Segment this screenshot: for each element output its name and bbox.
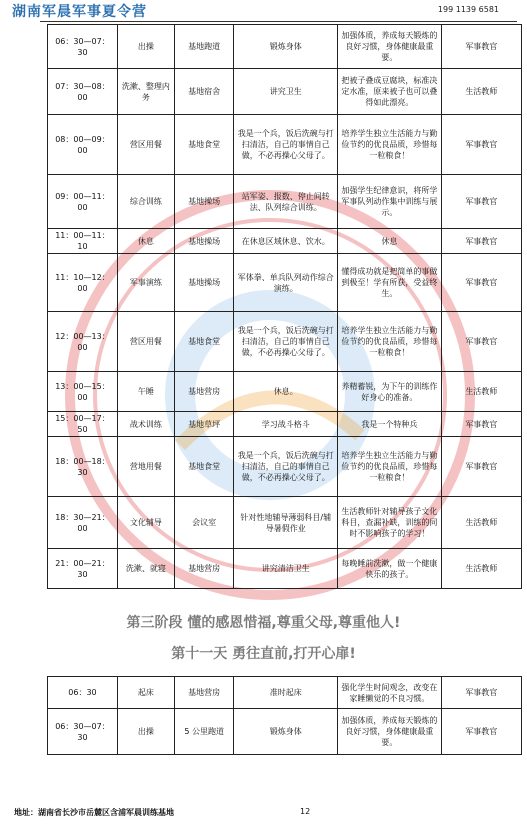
- activity-cell: 起床: [117, 677, 174, 709]
- content-cell: 锻炼身体: [234, 709, 338, 755]
- time-cell: 09：00—11：00: [48, 175, 118, 229]
- goal-cell: 休息: [338, 229, 442, 254]
- content-cell: 学习战斗格斗: [234, 412, 338, 437]
- activity-cell: 文化辅导: [117, 497, 174, 549]
- activity-cell: 出操: [117, 709, 174, 755]
- staff-cell: 军事教官: [441, 254, 521, 312]
- goal-cell: 培养学生独立生活能力与勤俭节约的优良品质，珍惜每一粒粮食！: [338, 437, 442, 497]
- time-cell: 07：30—08：00: [48, 69, 118, 115]
- goal-cell: 加强学生纪律意识，将所学军事队列动作集中训练与展示。: [338, 175, 442, 229]
- activity-cell: 洗漱、整理内务: [117, 69, 174, 115]
- location-cell: 基地营房: [174, 372, 234, 412]
- page-number: 12: [300, 807, 311, 816]
- location-cell: 基地操场: [174, 229, 234, 254]
- staff-cell: 军事教官: [441, 115, 521, 175]
- location-cell: 基地草坪: [174, 412, 234, 437]
- staff-cell: 军事教官: [441, 25, 521, 69]
- header-divider: [40, 21, 517, 22]
- goal-cell: 加强体质，养成每天锻炼的良好习惯，身体健康最重要。: [338, 709, 442, 755]
- schedule-row: [48, 229, 522, 254]
- staff-cell: 军事教官: [441, 677, 521, 709]
- footer-address: 地址：湖南省长沙市岳麓区含浦军晨训练基地: [14, 808, 174, 817]
- staff-cell: 生活教师: [441, 497, 521, 549]
- content-cell: 休息。: [234, 372, 338, 412]
- staff-cell: 军事教官: [441, 312, 521, 372]
- content-cell: 针对性地辅导薄弱科目/辅导暑假作业: [234, 497, 338, 549]
- staff-cell: 军事教官: [441, 175, 521, 229]
- staff-cell: 生活教师: [441, 549, 521, 589]
- time-cell: 08：00—09：00: [48, 115, 118, 175]
- location-cell: 基地食堂: [174, 312, 234, 372]
- staff-cell: 军事教官: [441, 709, 521, 755]
- schedule-row: [48, 497, 522, 549]
- activity-cell: 营地用餐: [117, 437, 174, 497]
- location-cell: 基地食堂: [174, 437, 234, 497]
- schedule-body: [48, 25, 522, 589]
- time-cell: 18：30—21：00: [48, 497, 118, 549]
- schedule-body-day11: [48, 677, 522, 755]
- activity-cell: 综合训练: [117, 175, 174, 229]
- goal-cell: 生活教师针对辅导孩子文化科目，查漏补缺，训练的同时不影响孩子的学习！: [338, 497, 442, 549]
- schedule-row: [48, 412, 522, 437]
- content-cell: 我是一个兵，饭后洗碗与打扫清洁，自己的事情自己做，不必再操心父母了。: [234, 312, 338, 372]
- staff-cell: 军事教官: [441, 437, 521, 497]
- activity-cell: 战术训练: [117, 412, 174, 437]
- time-cell: 13：00—15：00: [48, 372, 118, 412]
- goal-cell: 养精蓄锐，为下午的训练作好身心的准备。: [338, 372, 442, 412]
- activity-cell: 出操: [117, 25, 174, 69]
- goal-cell: 把被子叠成豆腐块，标准决定水准，原来被子也可以叠得如此漂亮。: [338, 69, 442, 115]
- time-cell: 11：10—12：00: [48, 254, 118, 312]
- content-cell: 锻炼身体: [234, 25, 338, 69]
- content-cell: 军体拳、单兵队列动作综合演练。: [234, 254, 338, 312]
- time-cell: 11：00—11：10: [48, 229, 118, 254]
- staff-cell: 生活教师: [441, 372, 521, 412]
- content-cell: 我是一个兵，饭后洗碗与打扫清洁，自己的事情自己做，不必再操心父母了。: [234, 115, 338, 175]
- day-heading: 第十一天 勇往直前,打开心扉!: [171, 646, 356, 662]
- time-cell: 18：00—18：30: [48, 437, 118, 497]
- goal-cell: 强化学生时间观念，改变在家睡懒觉的不良习惯。: [338, 677, 442, 709]
- schedule-row: [48, 115, 522, 175]
- schedule-row: [48, 372, 522, 412]
- page-header: [0, 0, 527, 20]
- goal-cell: 我是一个特种兵: [338, 412, 442, 437]
- schedule-row: [48, 69, 522, 115]
- content-cell: 讲究卫生: [234, 69, 338, 115]
- location-cell: 基地营房: [174, 549, 234, 589]
- schedule-row: [48, 549, 522, 589]
- schedule-row: [48, 709, 522, 755]
- time-cell: 06：30—07：30: [48, 25, 118, 69]
- location-cell: 基地食堂: [174, 115, 234, 175]
- location-cell: 基地营房: [174, 677, 234, 709]
- schedule-row: [48, 312, 522, 372]
- content-cell: 准时起床: [234, 677, 338, 709]
- content-cell: 我是一个兵，饭后洗碗与打扫清洁，自己的事情自己做，不必再操心父母了。: [234, 437, 338, 497]
- time-cell: 06：30—07：30: [48, 709, 118, 755]
- header-phone: 199 1139 6581: [437, 5, 499, 14]
- staff-cell: 军事教官: [441, 229, 521, 254]
- activity-cell: 营区用餐: [117, 312, 174, 372]
- stage-heading: 第三阶段 懂的感恩惜福,尊重父母,尊重他人!: [126, 615, 401, 631]
- schedule-table-day11: [47, 676, 522, 755]
- time-cell: 12：00—13：00: [48, 312, 118, 372]
- activity-cell: 军事演练: [117, 254, 174, 312]
- schedule-row: [48, 25, 522, 69]
- staff-cell: 生活教师: [441, 69, 521, 115]
- goal-cell: 培养学生独立生活能力与勤俭节约的优良品质，珍惜每一粒粮食！: [338, 312, 442, 372]
- time-cell: 06：30: [48, 677, 118, 709]
- content-cell: 站军姿、报数、停止间转法、队列综合训练。: [234, 175, 338, 229]
- location-cell: 基地跑道: [174, 25, 234, 69]
- activity-cell: 午睡: [117, 372, 174, 412]
- schedule-row: [48, 677, 522, 709]
- location-cell: 基地操场: [174, 175, 234, 229]
- schedule-table: [47, 24, 522, 589]
- content-cell: 在休息区域休息、饮水。: [234, 229, 338, 254]
- location-cell: 基地宿舍: [174, 69, 234, 115]
- goal-cell: 每晚睡前洗漱，做一个健康快乐的孩子。: [338, 549, 442, 589]
- time-cell: 21：00—21：30: [48, 549, 118, 589]
- location-cell: 会议室: [174, 497, 234, 549]
- goal-cell: 培养学生独立生活能力与勤俭节约的优良品质，珍惜每一粒粮食！: [338, 115, 442, 175]
- schedule-row: [48, 254, 522, 312]
- location-cell: 5 公里跑道: [174, 709, 234, 755]
- schedule-row: [48, 437, 522, 497]
- staff-cell: 军事教官: [441, 412, 521, 437]
- goal-cell: 懂得成功就是把简单的事做到极至！学有所获，受益终生。: [338, 254, 442, 312]
- time-cell: 15：00—17：50: [48, 412, 118, 437]
- schedule-row: [48, 175, 522, 229]
- activity-cell: 休息: [117, 229, 174, 254]
- content-cell: 讲究清洁卫生: [234, 549, 338, 589]
- activity-cell: 营区用餐: [117, 115, 174, 175]
- activity-cell: 洗漱、就寝: [117, 549, 174, 589]
- location-cell: 基地操场: [174, 254, 234, 312]
- goal-cell: 加强体质，养成每天锻炼的良好习惯，身体健康最重要。: [338, 25, 442, 69]
- header-title: 湖南军晨军事夏令营: [12, 4, 147, 20]
